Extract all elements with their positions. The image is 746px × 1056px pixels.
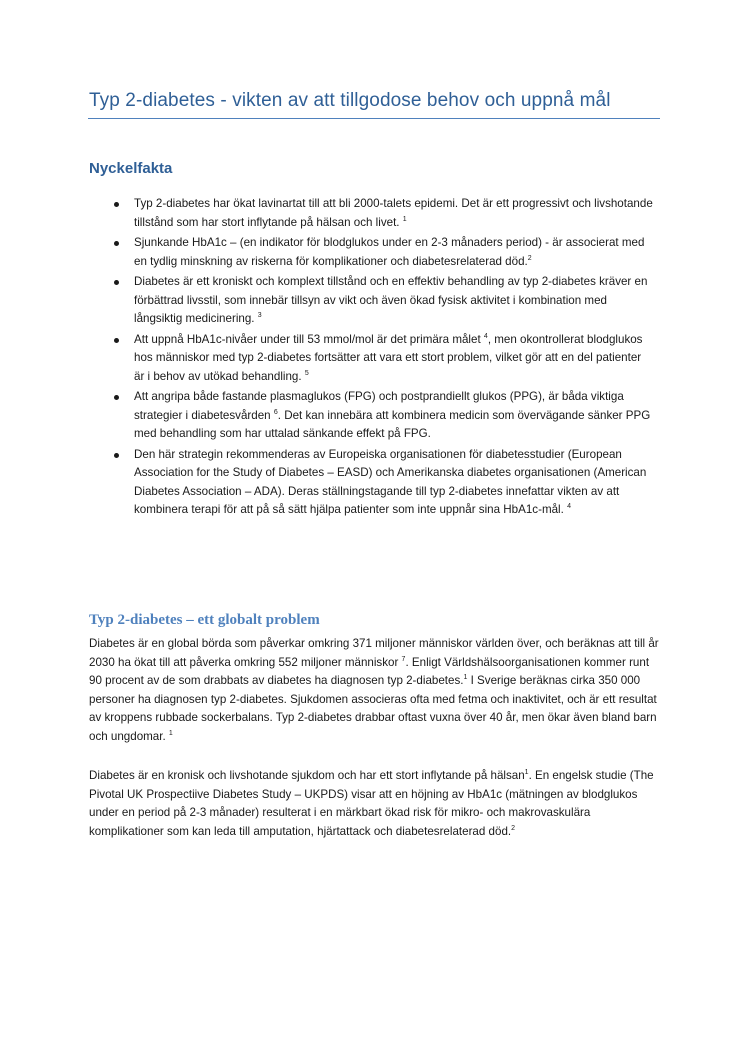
reference-number: 1 [168, 729, 173, 737]
reference-number: 1 [463, 674, 468, 681]
reference-number: 1 [524, 769, 529, 776]
reference-number: 4 [567, 503, 571, 510]
reference-number: 1 [402, 215, 407, 223]
paragraph-text: I Sverige beräknas cirka 350 000 personer ha diagnosen typ 2-diabetes. Sjukdomen associeras ofta med fetma och inaktivitet, och är ett resultat av kroppens rubbade sockerbalans. Typ 2-diabetes drabbar oftast vuxna över 40 år, men ökar även bland barn och ungdomar. [89, 674, 657, 743]
reference-number: 2 [527, 254, 532, 262]
paragraph-text: . Enligt Världshälsoorganisationen kommer runt 90 procent av de som drabbats av diabetes ha diagnosen typ 2-diabetes. [89, 655, 650, 687]
reference-number: 4 [483, 332, 488, 340]
paragraph-text: . En engelsk studie (The Pivotal UK Prospectiive Diabetes Study – UKPDS) visar att en höjning av HbA1c (mätningen av blodglukos under en period på 2-3 månader) resulterat i en märkbart ökad risk för mikro- och makrovaskulära komplikationer som kan leda till amputation, hjärtattack och diabetesrelaterad död. [89, 769, 654, 838]
reference-number: 6 [273, 408, 278, 416]
list-item-text: Att uppnå HbA1c-nivåer under till 53 mmol/mol är det primära målet [134, 332, 484, 346]
bullet-icon [114, 338, 119, 343]
list-item-text: Typ 2-diabetes har ökat lavinartat till att bli 2000-talets epidemi. Det är ett progressivt och livshotande tillstånd som har stort inflytande på hälsan och livet. [134, 197, 653, 229]
bullet-icon [114, 453, 119, 458]
key-facts-heading: Nyckelfakta [89, 160, 173, 177]
paragraph-text: Diabetes är en kronisk och livshotande sjukdom och har ett stort inflytande på hälsan [89, 769, 525, 782]
list-item [114, 388, 654, 444]
paragraph-text: Diabetes är en global börda som påverkar omkring 371 miljoner människor världen över, och beräknas att till år 2030 ha ökat till att påverka omkring 552 miljoner människor [89, 637, 659, 669]
list-item [114, 195, 654, 232]
document-title: Typ 2-diabetes - vikten av att tillgodose behov och uppnå mål [89, 90, 611, 111]
list-item-text: Sjunkande HbA1c – (en indikator för blodglukos under en 2-3 månaders period) - är associerat med en tydlig minskning av riskerna för komplikationer och diabetesrelaterad död. [134, 236, 645, 268]
title-underline [88, 118, 660, 119]
list-item [114, 273, 654, 329]
bullet-icon [114, 241, 119, 246]
reference-number: 2 [511, 824, 516, 832]
list-item-text: Att angripa både fastande plasmaglukos (FPG) och postprandiellt glukos (PPG), är båda viktiga strategier i diabetesvården [134, 390, 624, 422]
reference-number: 7 [401, 655, 406, 663]
list-item [114, 234, 654, 271]
global-problem-paragraph-2 [89, 767, 659, 841]
list-item-text: , men okontrollerat blodglukos hos människor med typ 2-diabetes fortsätter att vara ett stort problem, vilket gör att en del patienter är i behov av utökad behandling. [134, 332, 643, 383]
list-item [114, 331, 654, 387]
bullet-icon [114, 280, 119, 285]
list-item-text: Den här strategin rekommenderas av Europeiska organisationen för diabetesstudier (European Association for the Study of Diabetes – EASD) och Amerikanska diabetes organisationen (American Diabetes Association – ADA). Deras ställningstagande till typ 2-diabetes innefattar vikten av att kombinera terapi för att på så sätt hjälpa patienter som inte uppnår sina HbA1c-mål. [134, 447, 647, 516]
list-item-text: . Det kan innebära att kombinera medicin som övervägande sänker PPG med behandling som har uttalad sänkande effekt på FPG. [134, 408, 651, 440]
global-problem-heading: Typ 2-diabetes – ett globalt problem [89, 612, 320, 628]
list-item [114, 446, 654, 520]
reference-number: 3 [257, 312, 262, 319]
bullet-icon [114, 202, 119, 207]
global-problem-paragraph-1 [89, 635, 659, 746]
key-facts-list [114, 195, 654, 522]
reference-number: 5 [304, 369, 309, 377]
bullet-icon [114, 395, 119, 400]
list-item-text: Diabetes är ett kroniskt och komplext tillstånd och en effektiv behandling av typ 2-diabetes kräver en förbättrad livsstil, som innebär tillsyn av vikt och även ökad fysisk aktivitet i kombination med långsiktig medicinering. [134, 275, 648, 325]
